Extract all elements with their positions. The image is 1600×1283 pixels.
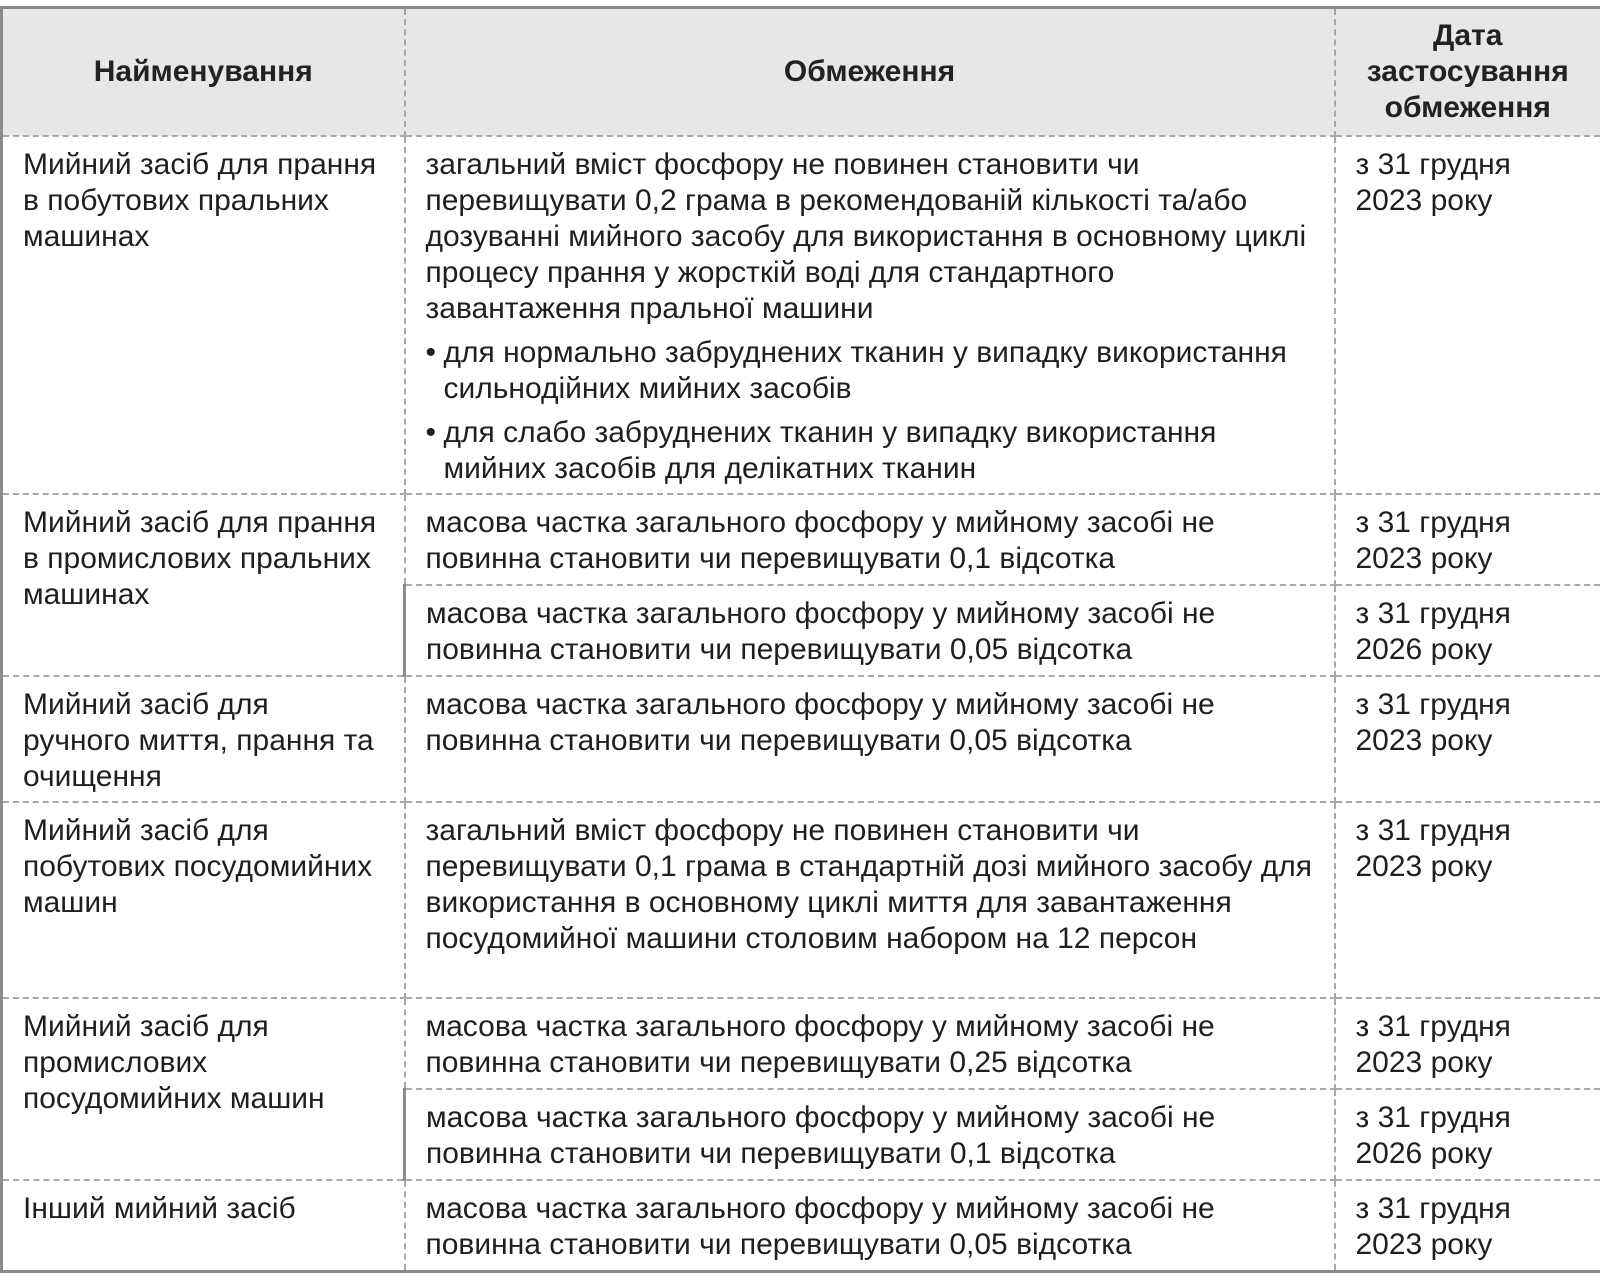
date-cell: з 31 грудня 2026 року <box>1335 1089 1600 1180</box>
table-header-row <box>2 8 1600 137</box>
product-name: Мийний засіб для прання в побутових пральних машинах <box>2 136 405 494</box>
date-cell: з 31 грудня 2023 року <box>1335 802 1600 998</box>
limit-cell: масова частка загального фосфору у мийному засобі не повинна становити чи перевищувати 0,05 відсотка <box>405 676 1335 802</box>
limit-cell: масова частка загального фосфору у мийному засобі не повинна становити чи перевищувати 0,05 відсотка <box>405 1180 1335 1271</box>
date-cell: з 31 грудня 2023 року <box>1335 494 1600 585</box>
limit-cell: масова частка загального фосфору у мийному засобі не повинна становити чи перевищувати 0,25 відсотка <box>405 998 1335 1089</box>
table-row <box>2 136 1600 494</box>
table-row <box>2 802 1600 998</box>
limit-cell: масова частка загального фосфору у мийному засобі не повинна становити чи перевищувати 0,1 відсотка <box>405 1089 1335 1180</box>
product-name: Мийний засіб для прання в промислових пральних машинах <box>2 494 405 676</box>
date-cell: з 31 грудня 2026 року <box>1335 585 1600 676</box>
limit-bullet-list <box>426 335 1314 487</box>
limit-cell: масова частка загального фосфору у мийному засобі не повинна становити чи перевищувати 0,05 відсотка <box>405 585 1335 676</box>
date-cell: з 31 грудня 2023 року <box>1335 1180 1600 1271</box>
header-name: Найменування <box>2 8 405 137</box>
header-limit: Обмеження <box>405 8 1335 137</box>
date-cell: з 31 грудня 2023 року <box>1335 998 1600 1089</box>
limit-cell: масова частка загального фосфору у мийному засобі не повинна становити чи перевищувати 0,1 відсотка <box>405 494 1335 585</box>
phosphorus-limits-table <box>0 6 1600 1273</box>
list-item: • для слабо забруднених тканин у випадку використання мийних засобів для делікатних тканин <box>426 415 1314 487</box>
list-item: • для нормально забруднених тканин у випадку використання сильнодійних мийних засобів <box>426 335 1314 407</box>
phosphorus-limits-table-wrap <box>0 6 1600 1273</box>
table-row <box>2 494 1600 585</box>
date-cell: з 31 грудня 2023 року <box>1335 136 1600 494</box>
limit-cell <box>405 136 1335 494</box>
product-name: Мийний засіб для побутових посудомийних машин <box>2 802 405 998</box>
limit-cell: загальний вміст фосфору не повинен становити чи перевищувати 0,1 грама в стандартній дозі мийного засобу для використання в основному циклі миття для завантаження посудомийної машини столовим набором на 12 персон <box>405 802 1335 998</box>
product-name: Мийний засіб для промислових посудомийних машин <box>2 998 405 1180</box>
product-name: Мийний засіб для ручного миття, прання та очищення <box>2 676 405 802</box>
product-name: Інший мийний засіб <box>2 1180 405 1271</box>
header-date: Дата застосування обмеження <box>1335 8 1600 137</box>
table-row <box>2 998 1600 1089</box>
table-row <box>2 1180 1600 1271</box>
limit-text: загальний вміст фосфору не повинен становити чи перевищувати 0,2 грама в рекомендованій кількості та/або дозуванні мийного засобу для використання в основному циклі процесу прання у жорсткій воді для стандартного завантаження пральної машини <box>425 148 1307 325</box>
table-row <box>2 676 1600 802</box>
date-cell: з 31 грудня 2023 року <box>1335 676 1600 802</box>
